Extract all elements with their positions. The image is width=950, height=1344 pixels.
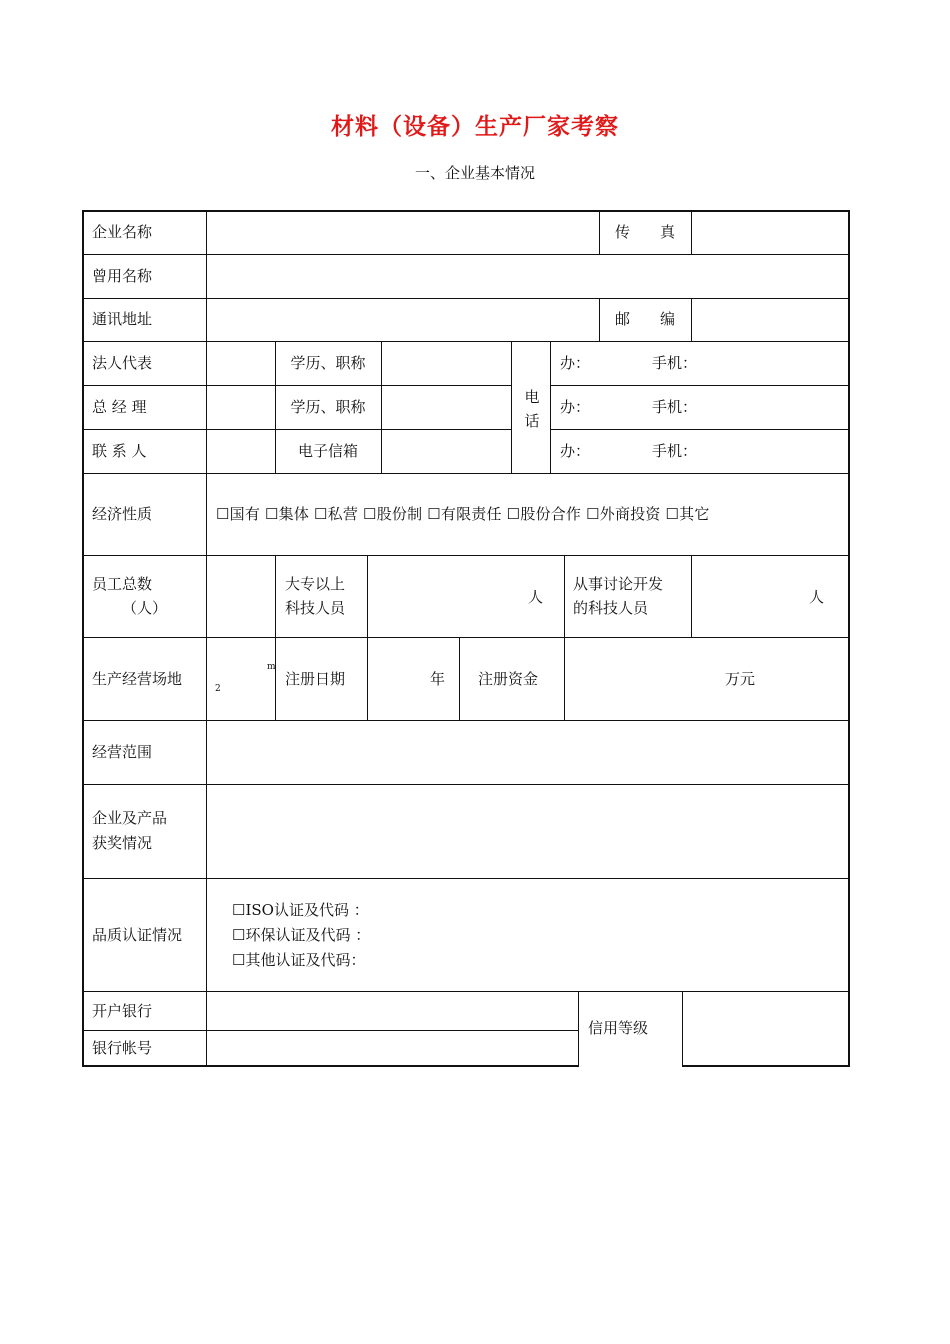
credit-rating-field[interactable] xyxy=(684,993,847,1065)
label-college-tech-2: 科技人员 xyxy=(285,599,346,617)
label-bank: 开户银行 xyxy=(92,1002,153,1020)
label-production-site: 生产经营场地 xyxy=(92,670,183,688)
label-economic-nature: 经济性质 xyxy=(92,505,153,523)
label-rd-staff: 从事讨论开发 xyxy=(573,575,664,593)
label-college-tech: 大专以上 xyxy=(285,575,346,593)
label-fax: 传 真 xyxy=(614,223,675,241)
label-mobile-2: 手机： xyxy=(652,398,698,416)
unit-year: 年 xyxy=(430,670,446,688)
label-quality-cert: 品质认证情况 xyxy=(92,926,183,944)
label-reg-date: 注册日期 xyxy=(285,670,346,688)
area-unit-m: m xyxy=(267,662,276,672)
label-company-name: 企业名称 xyxy=(92,223,153,241)
label-edu-title-2: 学历、职称 xyxy=(290,398,366,416)
area-unit-superscript: 2 xyxy=(215,684,221,694)
postcode-field[interactable] xyxy=(693,300,847,340)
label-email: 电子信箱 xyxy=(297,442,358,460)
business-scope-field[interactable] xyxy=(208,722,847,783)
fax-field[interactable] xyxy=(693,212,847,253)
label-mobile-3: 手机： xyxy=(652,442,698,460)
other-cert-checkbox[interactable]: ☐其他认证及代码： xyxy=(232,951,366,969)
label-rd-staff-2: 的科技人员 xyxy=(573,599,649,617)
label-staff-total: 员工总数 xyxy=(92,575,153,593)
label-gm: 总 经 理 xyxy=(92,398,147,416)
label-address: 通讯地址 xyxy=(92,310,153,328)
bank-field[interactable] xyxy=(208,993,577,1029)
company-name-field[interactable] xyxy=(208,212,598,253)
unit-person-2: 人 xyxy=(809,588,825,606)
label-office-2: 办： xyxy=(560,398,591,416)
label-legal-rep: 法人代表 xyxy=(92,354,153,372)
company-info-form xyxy=(82,210,850,1066)
table-border-bottom-left xyxy=(82,1065,578,1067)
label-edu-title-1: 学历、职称 xyxy=(290,354,366,372)
unit-person-1: 人 xyxy=(528,588,544,606)
label-awards: 企业及产品 xyxy=(92,809,168,827)
label-office-3: 办： xyxy=(560,442,591,460)
table-border-bottom-right xyxy=(682,1065,850,1067)
label-business-scope: 经营范围 xyxy=(92,743,153,761)
label-postcode: 邮 编 xyxy=(614,310,675,328)
iso-cert-checkbox[interactable]: ☐ISO认证及代码 ： xyxy=(232,901,369,919)
former-name-field[interactable] xyxy=(208,256,847,297)
label-bank-account: 银行帐号 xyxy=(92,1039,153,1057)
section-heading: 一、企业基本情况 xyxy=(414,164,535,182)
economic-nature-checkboxes[interactable]: ☐国有 ☐集体 ☐私营 ☐股份制 ☐有限责任 ☐股份合作 ☐外商投资 ☐其它 xyxy=(216,505,710,523)
awards-field[interactable] xyxy=(208,786,847,877)
label-former-name: 曾用名称 xyxy=(92,267,153,285)
label-mobile-1: 手机： xyxy=(652,354,698,372)
unit-wan-yuan: 万元 xyxy=(725,670,756,688)
label-awards-2: 获奖情况 xyxy=(92,834,153,852)
label-office-1: 办： xyxy=(560,354,591,372)
document-title: 材料（设备）生产厂家考察 xyxy=(331,114,619,140)
table-border-right xyxy=(848,210,850,1067)
env-cert-checkbox[interactable]: ☐环保认证及代码 ： xyxy=(232,926,371,944)
label-staff-total-unit: （人） xyxy=(122,599,168,617)
address-field[interactable] xyxy=(208,300,598,340)
table-border-left xyxy=(82,210,84,1067)
bank-account-field[interactable] xyxy=(208,1032,577,1065)
label-credit-rating: 信用等级 xyxy=(588,1019,649,1037)
label-contact: 联 系 人 xyxy=(92,442,147,460)
label-reg-capital: 注册资金 xyxy=(478,670,539,688)
label-phone: 电话 xyxy=(524,388,540,430)
